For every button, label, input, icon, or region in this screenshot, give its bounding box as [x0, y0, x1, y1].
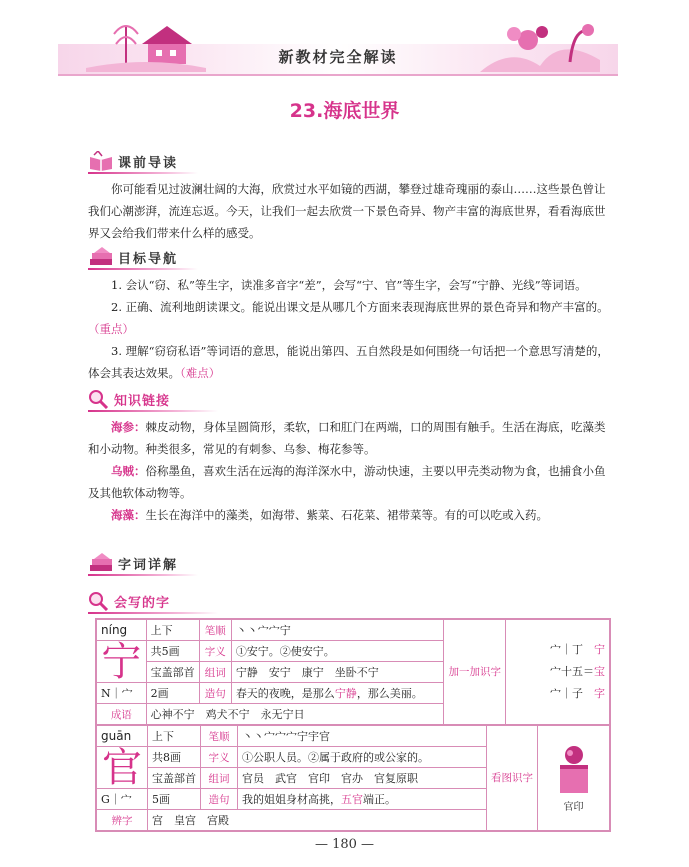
big-character: 官 — [97, 747, 148, 789]
structure: 上下 — [148, 726, 201, 747]
radical-info: 宝盖部首 — [148, 768, 201, 789]
words-label: 组词 — [199, 662, 231, 683]
section-preview-heading — [88, 150, 238, 172]
sentence: 春天的夜晚，是那么宁静，那么美丽。 — [231, 683, 444, 704]
idiom-label: 成语 — [97, 704, 147, 725]
knowledge-haizao: 海藻：生长在海洋中的藻类，如海带、紫菜、石花菜、裙带菜等。有的可以吃或入药。 — [111, 508, 548, 522]
official-seal-icon — [554, 743, 594, 795]
meaning-label: 字义 — [201, 747, 238, 768]
sentence-label: 造句 — [199, 683, 231, 704]
words-label: 组词 — [201, 768, 238, 789]
goals-list — [88, 274, 610, 384]
index-cell: G｜宀 — [97, 789, 148, 810]
distinguish-label: 辨字 — [97, 810, 148, 831]
structure: 上下 — [146, 620, 199, 641]
radical-info: 宝盖部首 — [146, 662, 199, 683]
knowledge-wuzei: 乌贼：俗称墨鱼，喜欢生活在远海的海洋深水中，游动快速，主要以甲壳类动物为食，也捕食小鱼及其他软体动物等。 — [88, 464, 606, 500]
meaning: ①安宁。②使安宁。 — [231, 641, 444, 662]
equation-3: 宀｜子 字 — [550, 687, 605, 700]
section-words-heading — [88, 552, 238, 574]
pinyin: guān — [97, 726, 148, 747]
equation-1: 宀｜丁 宁 — [550, 643, 605, 656]
aside-label: 加一加识字 — [444, 620, 506, 725]
section-knowledge-title: 知识链接 — [114, 393, 171, 409]
radical-strokes: 2画 — [146, 683, 199, 704]
stroke-order: 丶丶宀宀宁 — [231, 620, 444, 641]
equation-2: 宀十五＝宝 — [550, 665, 605, 678]
char-card-ning — [95, 618, 611, 726]
aside-picture — [538, 726, 610, 831]
key-point-tag: （重点） — [88, 322, 134, 336]
page-header — [58, 16, 618, 74]
subsection-writing-heading — [88, 590, 238, 612]
goal-item-1: 1. 会认“窃、私”等生字，读准多音字“差”，会写“宁、官”等生字，会写“宁静、光线”等词语。 — [111, 278, 587, 292]
heading-underline — [88, 612, 218, 614]
section-knowledge-heading — [88, 388, 238, 410]
stroke-count: 共8画 — [148, 747, 201, 768]
section-goals-title: 目标导航 — [118, 251, 179, 267]
big-character: 宁 — [97, 641, 147, 683]
radical-strokes: 5画 — [148, 789, 201, 810]
knowledge-haishen: 海参：棘皮动物，身体呈圆筒形，柔软，口和肛门在两端，口的周围有触手。生活在海底，吃藻类和小动物。种类很多，常见的有刺参、乌参、梅花参等。 — [88, 420, 606, 456]
page-number: — 180 — — [314, 837, 375, 852]
magnifier-icon — [88, 389, 110, 409]
magnifier-icon — [88, 591, 110, 611]
preview-text: 你可能看见过波澜壮阔的大海，欣赏过水平如镜的西湖，攀登过雄奇瑰丽的泰山……这些景色曾让我们心潮澎湃，流连忘返。今天，让我们一起去欣赏一下景色奇异、物产丰富的海底世界，看看海底世界又会给我们带来什么样的感受。 — [88, 182, 606, 240]
word-examples: 官员 武官 官印 官办 官复原职 — [238, 768, 487, 789]
subsection-writing-title: 会写的字 — [114, 595, 171, 611]
word-examples: 宁静 安宁 康宁 坐卧不宁 — [231, 662, 444, 683]
section-goals-heading — [88, 246, 238, 268]
idioms: 心神不宁 鸡犬不宁 永无宁日 — [146, 704, 444, 725]
section-words-title: 字词详解 — [118, 557, 179, 573]
book-stack-icon — [88, 553, 114, 573]
knowledge-list — [88, 416, 610, 526]
stroke-order-label: 笔顺 — [201, 726, 238, 747]
index-cell: N｜宀 — [97, 683, 147, 704]
goal-item-3: 3. 理解“窃窃私语”等词语的意思，能说出第四、五自然段是如何围绕一句话把一个意思写清楚的，体会其表达效果。（难点） — [88, 344, 609, 380]
distinguish-words: 宫 皇宫 宫殿 — [148, 810, 487, 831]
difficult-point-tag: （难点） — [180, 366, 221, 380]
aside-label: 看图识字 — [487, 726, 538, 831]
lesson-title: 23.海底世界 — [289, 100, 400, 122]
heading-underline — [88, 574, 198, 576]
book-title: 新教材完全解读 — [278, 48, 398, 66]
pinyin: níng — [97, 620, 147, 641]
section-preview-title: 课前导读 — [118, 155, 179, 171]
heading-underline — [88, 268, 198, 270]
stroke-order-label: 笔顺 — [199, 620, 231, 641]
aside-equations — [506, 620, 610, 725]
stroke-count: 共5画 — [146, 641, 199, 662]
image-caption: 官印 — [563, 802, 584, 813]
stroke-order: 丶丶宀宀宀宁宇官 — [238, 726, 487, 747]
meaning-label: 字义 — [199, 641, 231, 662]
open-book-icon — [88, 151, 114, 171]
sentence: 我的姐姐身材高挑，五官端正。 — [238, 789, 487, 810]
meaning: ①公职人员。②属于政府的或公家的。 — [238, 747, 487, 768]
char-card-guan — [95, 724, 611, 832]
heading-underline — [88, 410, 218, 412]
heading-underline — [88, 172, 198, 174]
preview-paragraph — [88, 178, 610, 244]
sentence-label: 造句 — [201, 789, 238, 810]
goal-item-2: 2. 正确、流利地朗读课文。能说出课文是从哪几个方面来表现海底世界的景色奇异和物产丰富的。（重点） — [88, 300, 609, 336]
book-stack-icon — [88, 247, 114, 267]
